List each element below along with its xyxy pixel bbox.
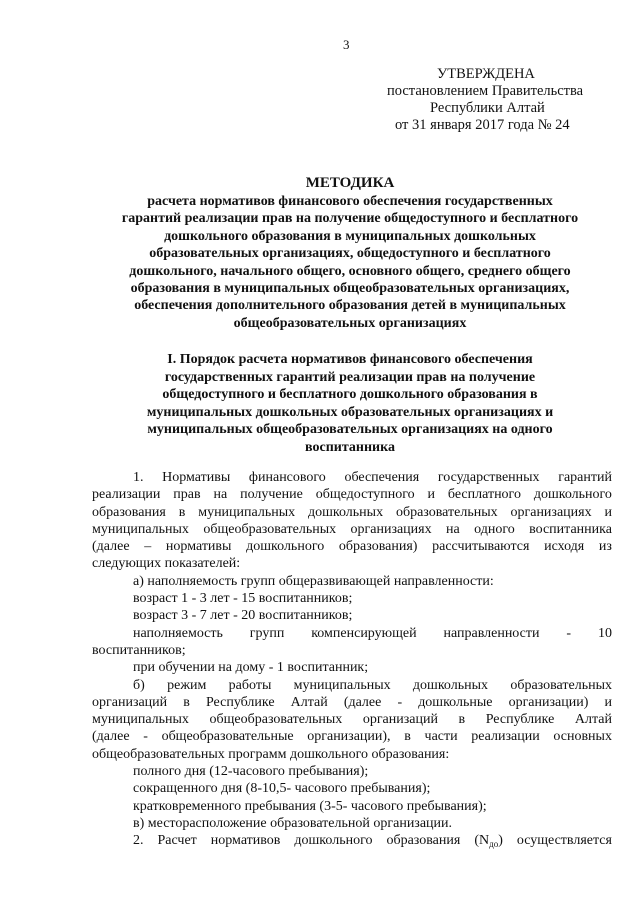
word: воспитанника	[529, 521, 612, 537]
subtitle-line: гарантий реализации прав на получение общедоступного и бесплатного	[121, 211, 579, 227]
word: одного	[474, 521, 515, 537]
word: Республике	[485, 712, 555, 728]
paragraph-line	[92, 504, 612, 521]
word: наполняемость	[133, 625, 223, 641]
word: муниципальных	[198, 504, 296, 520]
word: Расчет	[157, 833, 197, 849]
word: Алтай	[574, 712, 612, 728]
word: организаций	[362, 712, 438, 728]
word: групп	[249, 625, 285, 641]
word: дошкольных	[412, 677, 489, 693]
word: организации),	[307, 729, 391, 745]
paragraph-line	[92, 728, 612, 745]
approval-title: УТВЕРЖДЕНА	[437, 66, 535, 82]
paragraph-line: следующих показателей:	[92, 556, 241, 572]
approval-decree-line: постановлением Правительства	[387, 83, 584, 99]
list-item-compensating	[92, 625, 612, 642]
word: направленности	[443, 625, 540, 641]
subtitle-line: дошкольного образования в муниципальных дошкольных	[164, 228, 536, 244]
word: дошкольного	[246, 539, 325, 555]
formula-symbol: $(N_{до})$	[474, 833, 503, 850]
word: Алтай	[290, 694, 328, 710]
list-item-short-day: сокращенного дня (8-10,5- часового пребывания);	[133, 781, 431, 797]
approval-block	[373, 66, 609, 134]
approval-region-line: Республики Алтай	[430, 100, 545, 116]
page-number: 3	[343, 37, 350, 52]
word: -	[397, 694, 403, 710]
word: из	[598, 539, 612, 555]
word: исходя	[544, 539, 585, 555]
word: и	[604, 694, 612, 710]
word: общедоступного	[315, 487, 415, 503]
subtitle-line: расчета нормативов финансового обеспечения государственных	[147, 194, 553, 209]
section-heading	[90, 351, 610, 457]
word: в	[404, 729, 411, 745]
list-item-home: при обучении на дому - 1 воспитанник;	[133, 660, 369, 676]
word: на	[213, 487, 228, 503]
paragraph-line	[92, 469, 612, 486]
section-heading-line: государственных гарантий реализации прав на получение	[164, 369, 536, 385]
word: нормативы	[165, 539, 232, 555]
word: б)	[133, 677, 145, 693]
paragraph-2-line	[92, 832, 612, 853]
list-item-full-day: полного дня (12-часового пребывания);	[133, 764, 369, 780]
word: осуществляется	[516, 833, 612, 849]
word: на	[446, 521, 460, 537]
word: общеобразовательных	[203, 521, 337, 537]
paragraph-line	[92, 538, 612, 555]
word: обеспечения	[344, 470, 420, 485]
list-item-age-3-7: возраст 3 - 7 лет - 20 воспитанников;	[133, 608, 353, 624]
word: Республике	[205, 694, 275, 710]
word: части	[424, 729, 458, 745]
section-heading-line: воспитанника	[305, 439, 395, 455]
word: –	[144, 539, 152, 555]
word: организации)	[508, 694, 589, 710]
word: Нормативы	[162, 470, 231, 485]
document-subtitle	[90, 193, 610, 332]
list-item-v: в) месторасположение образовательной организации.	[133, 815, 453, 831]
word: дошкольных	[308, 504, 384, 520]
word: реализации	[92, 487, 161, 503]
word: 10	[597, 625, 612, 641]
word: работы	[228, 677, 272, 693]
word: финансового	[248, 470, 326, 485]
word: образовательных	[395, 504, 498, 520]
word: дошкольного	[533, 487, 612, 503]
paragraph-line	[92, 486, 612, 503]
word: режим	[167, 677, 207, 693]
word: (далее	[92, 729, 130, 745]
word: получение	[240, 487, 303, 503]
word: в	[178, 504, 186, 520]
word: и	[427, 487, 436, 503]
symbol-main: N	[478, 833, 490, 849]
subtitle-line: обеспечения дополнительного образования детей в муниципальных	[134, 298, 566, 314]
word: образовательных	[510, 677, 612, 693]
word: 2.	[133, 833, 144, 849]
word: -	[143, 729, 148, 745]
word: дошкольного	[294, 833, 373, 849]
subtitle-line: образовательных организациях, общедоступного и бесплатного	[149, 246, 551, 262]
word: рассчитываются	[432, 539, 530, 555]
section-heading-line: муниципальных дошкольных образовательных организациях и	[146, 404, 554, 420]
document-title: МЕТОДИКА	[305, 175, 395, 191]
section-heading-line: общедоступного и бесплатного дошкольного образования в	[162, 387, 538, 403]
word: в	[458, 712, 466, 728]
word: гарантий	[558, 470, 612, 485]
word: общеобразовательных	[209, 712, 343, 728]
word: организациях	[350, 521, 432, 537]
word: образования	[386, 833, 461, 849]
paragraph-line	[92, 521, 612, 538]
word: основных	[553, 729, 612, 745]
approval-date-line: от 31 января 2017 года № 24	[395, 117, 570, 133]
section-heading-line: муниципальных общеобразовательных организациях на одного	[147, 422, 553, 438]
word: дошкольные	[418, 694, 493, 710]
list-item-brief-stay: кратковременного пребывания (3-5- часового пребывания);	[133, 798, 487, 814]
word: компенсирующей	[311, 625, 417, 641]
word: в	[183, 694, 190, 710]
body-text	[92, 469, 612, 854]
paragraph-line: воспитанников;	[92, 642, 186, 658]
word: реализации	[471, 729, 540, 745]
word: и	[604, 504, 612, 520]
paragraph-line	[92, 694, 612, 711]
word: -	[566, 625, 572, 641]
word: (далее	[343, 694, 382, 710]
paragraph-line: общеобразовательных программ дошкольного образования:	[92, 746, 450, 762]
word: прав	[173, 487, 201, 503]
word: муниципальных	[293, 677, 391, 693]
list-item-b	[92, 677, 612, 694]
list-item-age-1-3: возраст 1 - 3 лет - 15 воспитанников;	[133, 591, 353, 607]
word: бесплатного	[447, 487, 521, 503]
word: 1.	[133, 470, 144, 485]
word: образования)	[338, 539, 418, 555]
word: организаций	[92, 694, 168, 710]
word: муниципальных	[92, 521, 189, 537]
word: государственных	[437, 470, 540, 485]
word: образования	[92, 504, 166, 520]
word: общеобразовательные	[161, 729, 294, 745]
symbol-subscript: до	[489, 839, 499, 850]
word: (далее	[92, 539, 130, 555]
word: организациях	[510, 504, 592, 520]
list-item-a: а) наполняемость групп общеразвивающей направленности:	[133, 573, 494, 589]
subtitle-line: образования в муниципальных общеобразовательных организациях,	[130, 281, 570, 297]
paragraph-line	[92, 711, 612, 728]
subtitle-line: дошкольного, начального общего, основного общего, среднего общего	[129, 263, 571, 279]
word: нормативов	[210, 833, 281, 849]
word: муниципальных	[92, 712, 189, 728]
subtitle-line: общеобразовательных организациях	[233, 315, 467, 331]
section-heading-line: I. Порядок расчета нормативов финансового обеспечения	[167, 352, 533, 367]
